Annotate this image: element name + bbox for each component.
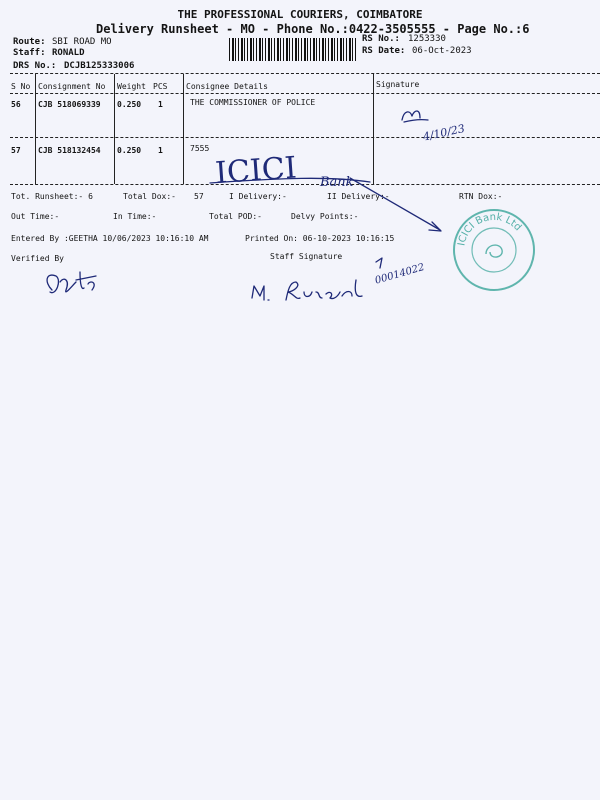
rs-no-value: 1253330 — [408, 34, 446, 44]
handwritten-icici: ICICI — [214, 150, 298, 192]
ii-delivery: II Delivery:- — [327, 192, 390, 201]
col-header-pcs: PCS — [153, 82, 168, 91]
row-57-sno: 57 — [11, 146, 21, 155]
row-57-consignment: CJB 518132454 — [38, 146, 101, 155]
initials-scribble — [402, 111, 428, 122]
arrow-stroke — [350, 178, 440, 230]
total-dox-label: Total Dox:- — [123, 192, 176, 201]
staff-value: RONALD — [52, 48, 85, 58]
staff-label: Staff: — [13, 48, 46, 58]
delvy-points: Delvy Points:- — [291, 212, 359, 221]
row-57-consignee: 7555 — [190, 144, 210, 153]
handwritten-code: 00014022 — [373, 261, 426, 287]
tot-runsheet: Tot. Runsheet:- 6 — [11, 192, 93, 201]
staff-signature-label: Staff Signature — [270, 252, 343, 261]
rtn-dox: RTN Dox:- — [459, 192, 503, 201]
row-56-sno: 56 — [11, 100, 21, 109]
runsheet-subtitle: Delivery Runsheet - MO - Phone No.:0422-3505555 - Page No.:6 — [96, 22, 530, 36]
col-header-consignment: Consignment No — [38, 82, 106, 91]
total-pod: Total POD:- — [209, 212, 262, 221]
col-header-signature: Signature — [376, 80, 420, 89]
handwritten-date: 4/10/23 — [421, 121, 466, 144]
stamp-text: ICICI Bank Ltd — [456, 211, 524, 247]
col-header-consignee: Consignee Details — [186, 82, 268, 91]
row-57-pcs: 1 — [158, 146, 163, 155]
verified-by: Verified By — [11, 254, 64, 263]
printed-on: Printed On: 06-10-2023 10:16:15 — [245, 234, 395, 243]
row-56-pcs: 1 — [158, 100, 163, 109]
entered-by: Entered By :GEETHA 10/06/2023 10:16:10 AM — [11, 234, 209, 243]
i-delivery: I Delivery:- — [229, 192, 287, 201]
row-57-weight: 0.250 — [117, 146, 142, 155]
icici-bank-stamp — [450, 206, 538, 294]
route-value: SBI ROAD MO — [52, 37, 112, 47]
total-dox-value: 57 — [194, 192, 204, 201]
handwritten-bank: Bank — [320, 175, 354, 190]
col-header-weight: Weight — [117, 82, 146, 91]
drs-value: DCJB125333006 — [64, 61, 135, 71]
out-time: Out Time:- — [11, 212, 60, 221]
row-56-consignment: CJB 518069339 — [38, 100, 101, 109]
tick-mark — [376, 258, 382, 268]
route-label: Route: — [13, 37, 46, 47]
staff-signature — [252, 280, 362, 300]
col-header-sno: S No — [11, 82, 31, 91]
drs-label: DRS No.: — [13, 61, 57, 71]
company-name: THE PROFESSIONAL COURIERS, COIMBATORE — [177, 8, 423, 21]
svg-text:ICICI Bank Ltd — [456, 212, 523, 247]
in-time: In Time:- — [113, 212, 157, 221]
rs-date-value: 06-Oct-2023 — [412, 46, 472, 56]
row-56-weight: 0.250 — [117, 100, 142, 109]
verified-signature — [47, 272, 96, 293]
rs-no-label: RS No.: — [362, 34, 400, 44]
row-56-consignee: THE COMMISSIONER OF POLICE — [190, 98, 316, 107]
rs-date-label: RS Date: — [362, 46, 406, 56]
